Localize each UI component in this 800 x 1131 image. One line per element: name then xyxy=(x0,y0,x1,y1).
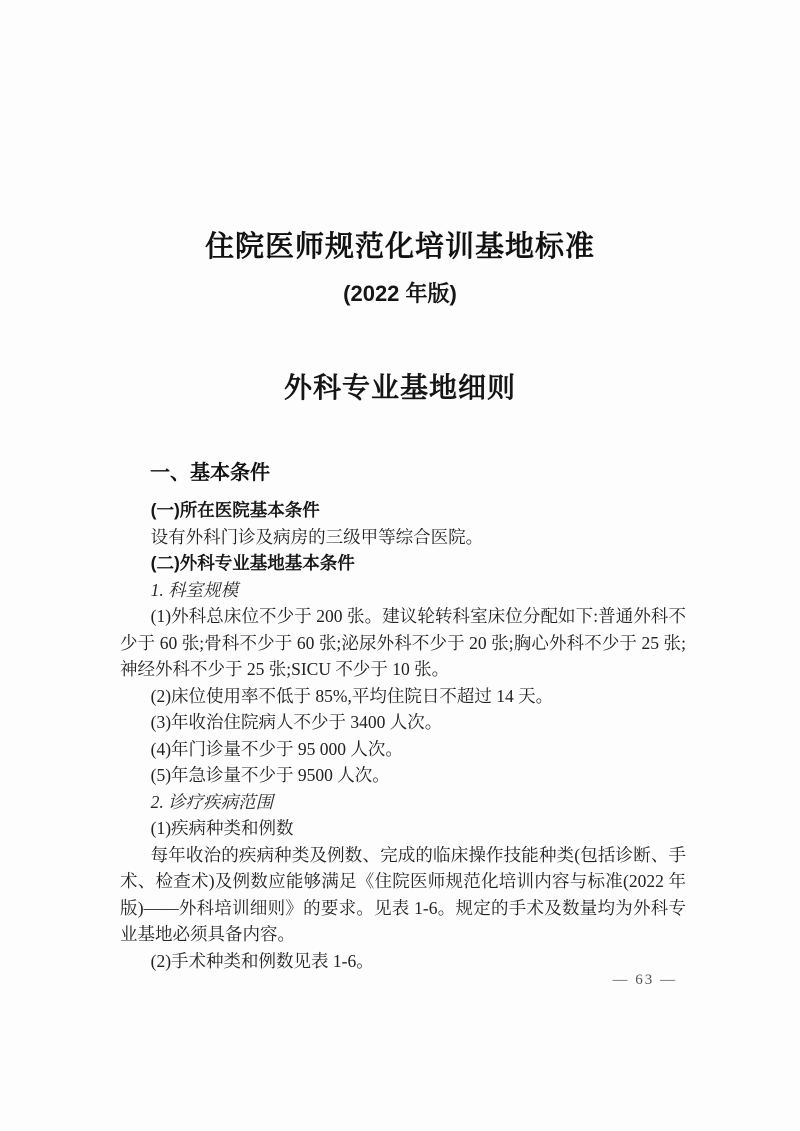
section-title: 外科专业基地细则 xyxy=(283,372,516,403)
heading-basic-conditions: 一、基本条件 xyxy=(150,462,270,484)
doc-title: 住院医师规范化培训基地标准 xyxy=(204,231,595,263)
body-text xyxy=(120,459,686,974)
page-number: — 63 — xyxy=(612,972,677,988)
paragraph-annual-emergency: (5)年急诊量不少于 9500 人次。 xyxy=(150,765,390,785)
paragraph-hospital-requirement: 设有外科门诊及病房的三级甲等综合医院。 xyxy=(150,526,484,547)
paragraph-surgery-types: (2)手术种类和例数见表 1-6。 xyxy=(150,950,374,971)
subheading-specialty-base-conditions: (二)外科专业基地基本条件 xyxy=(150,553,355,573)
item-department-scale: 1. 科室规模 xyxy=(150,579,239,600)
item-disease-scope: 2. 诊疗疾病范围 xyxy=(150,791,274,812)
paragraph-annual-outpatients: (4)年门诊量不少于 95 000 人次。 xyxy=(150,738,403,759)
paragraph-bed-allocation: (1)外科总床位不少于 200 张。建议轮转科室床位分配如下:普通外科不少于 60 张;骨科不少于 60 张;泌尿外科不少于 20 张;胸心外科不少于 25 张;神经外科不少于 25 张;SICU 不少于 10 张。 xyxy=(120,606,686,679)
paragraph-disease-types: (1)疾病种类和例数 xyxy=(150,818,294,838)
subheading-hospital-conditions: (一)所在医院基本条件 xyxy=(150,500,320,520)
doc-subtitle: (2022 年版) xyxy=(343,281,457,306)
paragraph-annual-inpatients: (3)年收治住院病人不少于 3400 人次。 xyxy=(150,712,443,732)
paragraph-bed-utilization: (2)床位使用率不低于 85%,平均住院日不超过 14 天。 xyxy=(150,685,554,706)
paragraph-disease-requirements: 每年收治的疾病种类及例数、完成的临床操作技能种类(包括诊断、手术、检查术)及例数应能够满足《住院医师规范化培训内容与标准(2022 年版)——外科培训细则》的要求。见表 1-6。规定的手术及数量均为外科专业基地必须具备内容。 xyxy=(120,844,686,944)
